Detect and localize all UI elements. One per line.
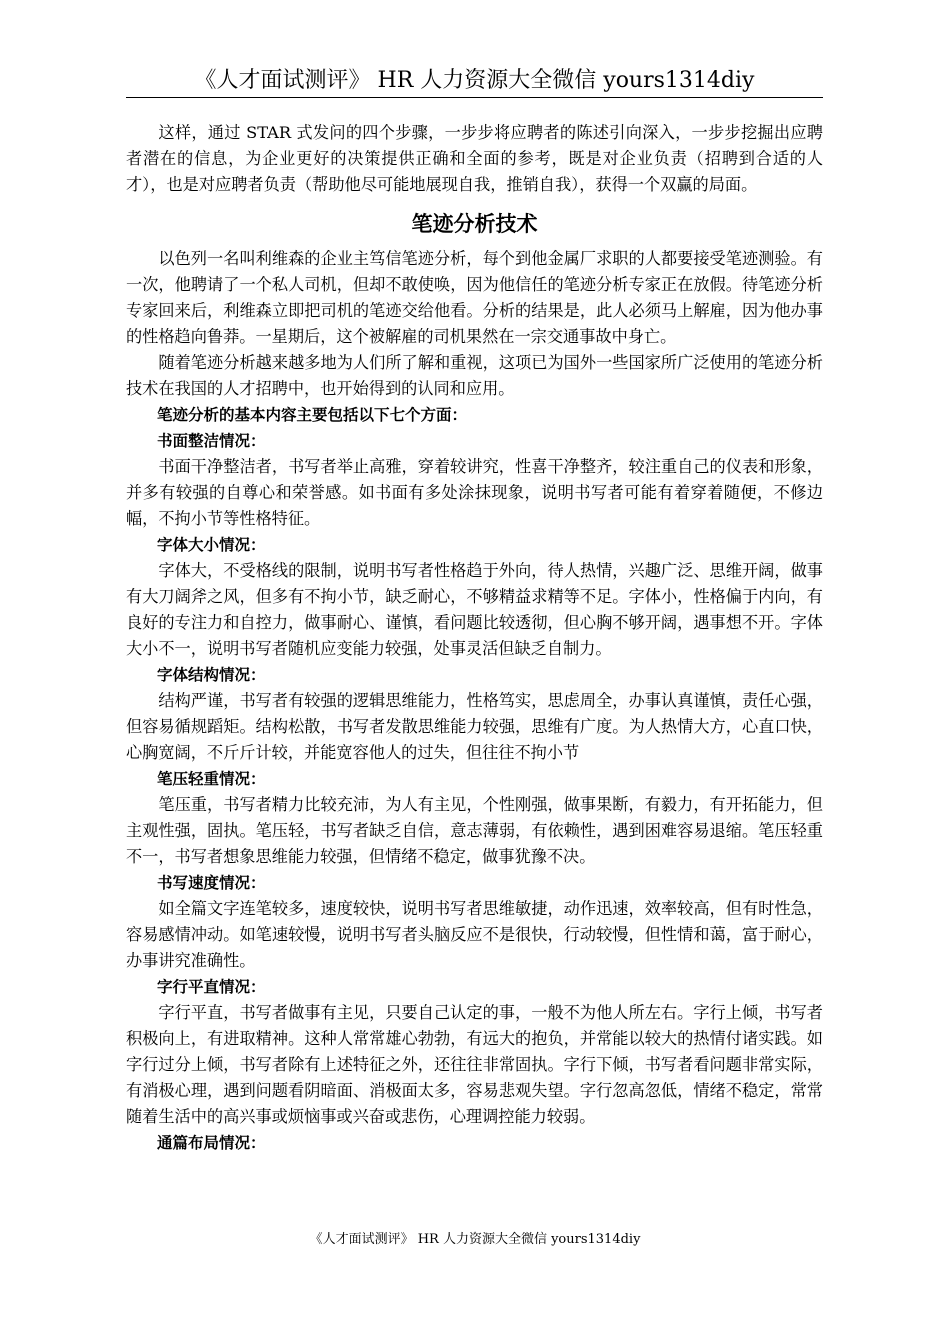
aspect-heading-speed: 书写速度情况： (157, 874, 266, 892)
aspect-body-size: 字体大，不受格线的限制，说明书写者性格趋于外向，待人热情，兴趣广泛、思维开阔，做事有大刀阔斧之风，但多有不拘小节，缺乏耐心，不够精益求精等不足。字体小，性格偏于内向，有良好的专注力和自控力，做事耐心、谨慎，看问题比较透彻，但心胸不够开阔，遇事想不开。字体大小不一，说明书写者随机应变能力较强，处事灵活但缺乏自制力。 (126, 561, 823, 658)
aspect-body-pressure: 笔压重，书写者精力比较充沛，为人有主见，个性刚强，做事果断，有毅力，有开拓能力，但主观性强，固执。笔压轻，书写者缺乏自信，意志薄弱，有依赖性，遇到困难容易退缩。笔压轻重不一，书写者想象思维能力较强，但情绪不稳定，做事犹豫不决。 (126, 795, 823, 866)
aspect-heading-pressure: 笔压轻重情况： (157, 770, 266, 788)
aspects-intro: 笔迹分析的基本内容主要包括以下七个方面： (157, 406, 468, 424)
aspect-heading-structure: 字体结构情况： (157, 666, 266, 684)
document-body (126, 120, 823, 1156)
adoption-paragraph: 随着笔迹分析越来越多地为人们所了解和重视，这项已为国外一些国家所广泛使用的笔迹分析技术在我国的人才招聘中，也开始得到的认同和应用。 (126, 353, 823, 398)
page-header: 《人才面试测评》 HR 人力资源大全微信 yours1314diy (126, 64, 823, 98)
page-footer: 《人才面试测评》 HR 人力资源大全微信 yours1314diy (309, 1232, 641, 1247)
intro-paragraph: 这样，通过 STAR 式发问的四个步骤，一步步将应聘者的陈述引向深入，一步步挖掘出应聘者潜在的信息，为企业更好的决策提供正确和全面的参考，既是对企业负责（招聘到合适的人才），也是对应聘者负责（帮助他尽可能地展现自我，推销自我），获得一个双赢的局面。 (126, 123, 823, 194)
aspect-heading-neatness: 书面整洁情况： (157, 432, 266, 450)
aspect-body-structure: 结构严谨，书写者有较强的逻辑思维能力，性格笃实，思虑周全，办事认真谨慎，责任心强，但容易循规蹈矩。结构松散，书写者发散思维能力较强，思维有广度。为人热情大方，心直口快，心胸宽阔，不斤斤计较，并能宽容他人的过失，但往往不拘小节 (126, 691, 823, 762)
aspect-heading-layout: 通篇布局情况： (157, 1134, 266, 1152)
aspect-body-line-straightness: 字行平直，书写者做事有主见，只要自己认定的事，一般不为他人所左右。字行上倾，书写者积极向上，有进取精神。这种人常常雄心勃勃，有远大的抱负，并常能以较大的热情付诸实践。如字行过分上倾，书写者除有上述特征之外，还往往非常固执。字行下倾，书写者看问题非常实际，有消极心理，遇到问题看阴暗面、消极面太多，容易悲观失望。字行忽高忽低，情绪不稳定，常常随着生活中的高兴事或烦恼事或兴奋或悲伤，心理调控能力较弱。 (126, 1003, 823, 1126)
aspect-heading-size: 字体大小情况： (157, 536, 266, 554)
aspect-body-speed: 如全篇文字连笔较多，速度较快，说明书写者思维敏捷，动作迅速，效率较高，但有时性急，容易感情冲动。如笔速较慢，说明书写者头脑反应不是很快，行动较慢，但性情和蔼，富于耐心，办事讲究准确性。 (126, 899, 823, 970)
section-title: 笔迹分析技术 (411, 212, 538, 236)
aspect-heading-line-straightness: 字行平直情况： (157, 978, 266, 996)
aspect-body-neatness: 书面干净整洁者，书写者举止高雅，穿着较讲究，性喜干净整齐，较注重自己的仪表和形象，并多有较强的自尊心和荣誉感。如书面有多处涂抹现象，说明书写者可能有着穿着随便，不修边幅，不拘小节等性格特征。 (126, 457, 823, 528)
story-paragraph: 以色列一名叫利维森的企业主笃信笔迹分析，每个到他金属厂求职的人都要接受笔迹测验。有一次，他聘请了一个私人司机，但却不敢使唤，因为他信任的笔迹分析专家正在放假。待笔迹分析专家回来后，利维森立即把司机的笔迹交给他看。分析的结果是，此人必须马上解雇，因为他办事的性格趋向鲁莽。一星期后，这个被解雇的司机果然在一宗交通事故中身亡。 (126, 249, 823, 346)
